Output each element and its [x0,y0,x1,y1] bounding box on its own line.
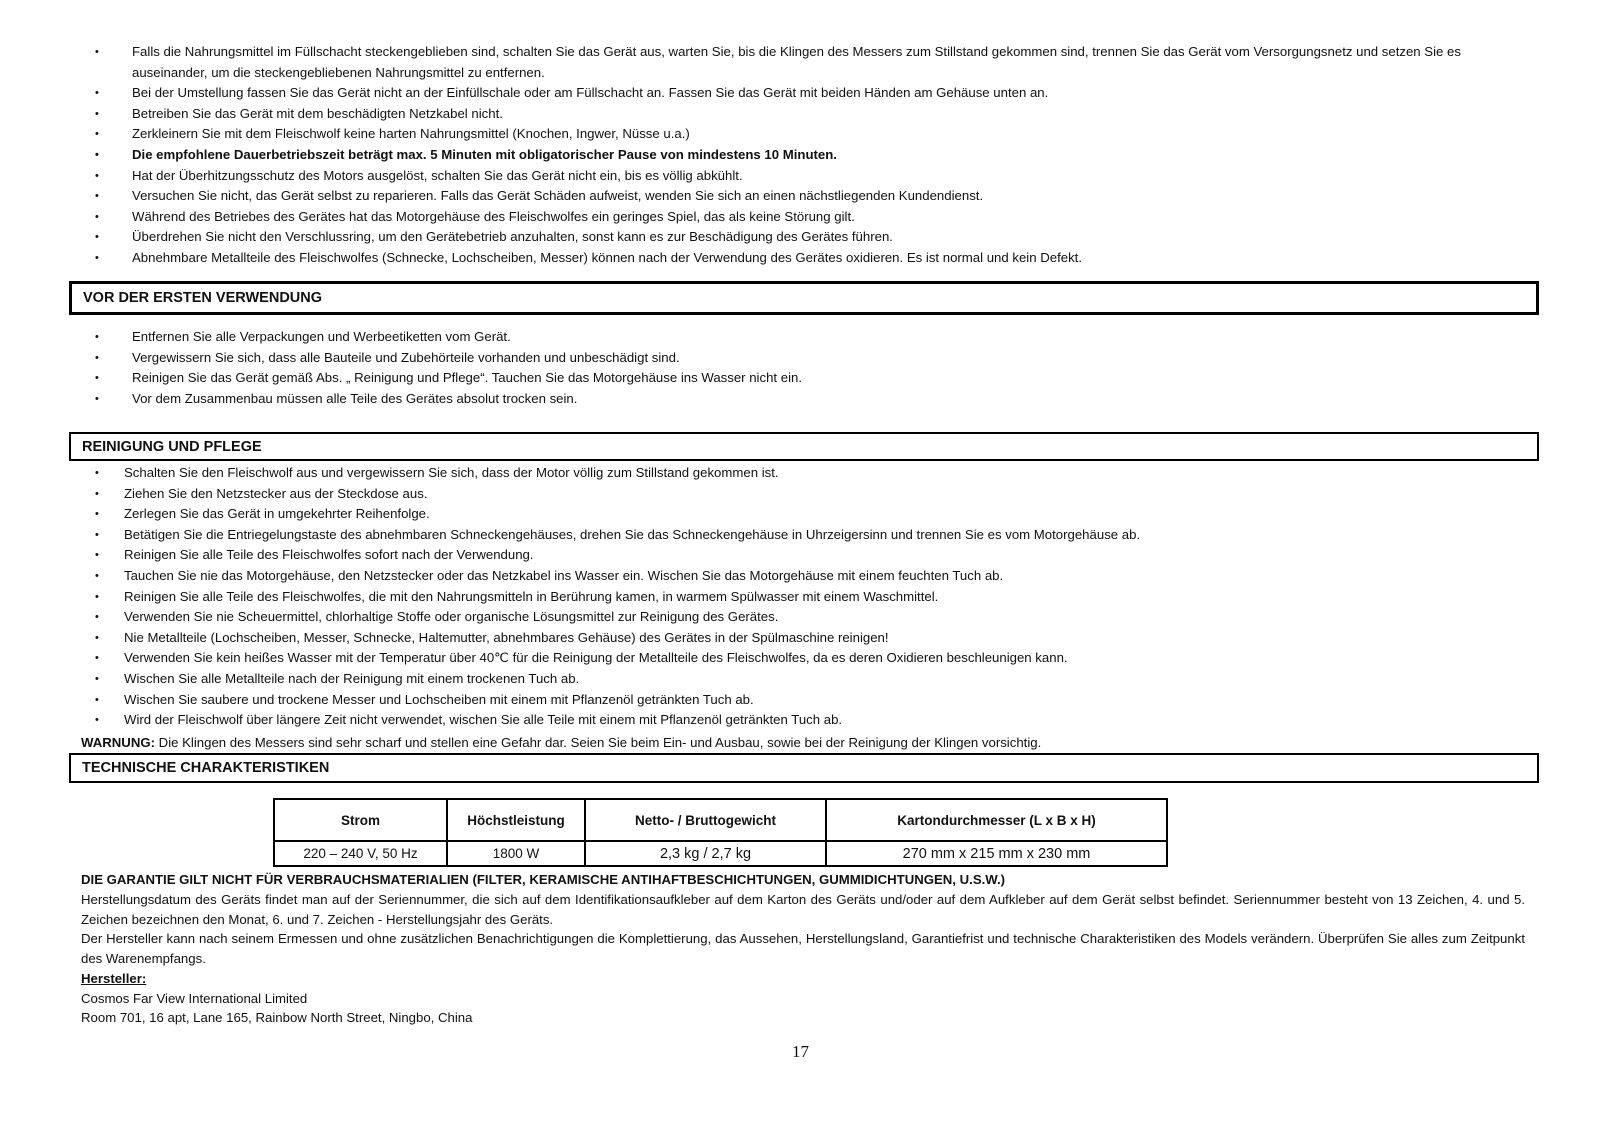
list-item-text: Betätigen Sie die Entriegelungstaste des abnehmbaren Schneckengehäuses, drehen Sie das Schneckengehäuse in Uhrzeigersinn und trennen Sie es vom Motorgehäuse ab. [124,526,1141,542]
list-item-text: Nie Metallteile (Lochscheiben, Messer, Schnecke, Haltemutter, abnehmbares Gehäuse) des Gerätes in der Spülmaschine reinigen! [124,629,889,645]
list-item-text: Betreiben Sie das Gerät mit dem beschädigten Netzkabel nicht. [132,105,503,121]
bullet-icon: • [95,169,99,182]
table-cell: 1800 W [447,841,585,866]
table-header-cell: Höchstleistung [447,799,585,841]
list-item-text: Verwenden Sie kein heißes Wasser mit der Temperatur über 40℃ für die Reinigung der Metallteile des Fleischwolfes, da es deren Oxidieren beschleunigen kann. [124,650,1068,666]
list-item-text: Wischen Sie alle Metallteile nach der Reinigung mit einem trockenen Tuch ab. [124,670,580,686]
list-item [80,566,1525,587]
bullet-icon: • [95,528,99,541]
bullet-icon: • [95,569,99,582]
section-title: REINIGUNG UND PFLEGE [82,438,262,455]
bullet-icon: • [95,210,99,223]
list-item-text: Überdrehen Sie nicht den Verschlussring, um den Gerätebetrieb anzuhalten, sonst kann es zur Beschädigung des Gerätes führen. [132,229,893,245]
table-header-row [274,799,1167,841]
bullet-icon: • [95,46,99,58]
bullet-icon: • [95,631,99,644]
table-header-cell: Strom [274,799,447,841]
bullet-icon: • [95,128,99,141]
list-item [80,607,1525,628]
list-item [80,124,1525,145]
table-header-cell: Kartondurchmesser (L x B x H) [826,799,1167,841]
table-cell: 2,3 kg / 2,7 kg [585,841,826,866]
list-item-text: Abnehmbare Metallteile des Fleischwolfes (Schnecke, Lochscheiben, Messer) können nach der Verwendung des Gerätes oxidieren. Es ist normal und kein Defekt. [132,249,1083,265]
bullet-icon: • [95,231,99,244]
list-item [80,227,1525,248]
list-item-text: Wird der Fleischwolf über längere Zeit nicht verwendet, wischen Sie alle Teile mit einem mit Pflanzenöl getränkten Tuch ab. [124,712,843,728]
bullet-icon: • [95,467,99,479]
warning-label: WARNUNG: [81,735,155,750]
list-item-text: Die empfohlene Dauerbetriebszeit beträgt max. 5 Minuten mit obligatorischer Pause von mindestens 10 Minuten. [132,146,837,162]
table-row [274,841,1167,866]
list-item [80,648,1525,669]
bullet-icon: • [95,672,99,685]
list-item [80,545,1525,566]
section-title: TECHNISCHE CHARAKTERISTIKEN [82,760,330,776]
list-item-text: Vergewissern Sie sich, dass alle Bauteile und Zubehörteile vorhanden und unbeschädigt sind. [132,349,680,365]
list-item [80,166,1525,187]
serial-number-info: Herstellungsdatum des Geräts findet man auf der Seriennummer, die sich auf dem Identifikationsaufkleber auf dem Karton des Geräts und/oder auf dem Aufkleber auf dem Gerät selbst befindet. Seriennummer besteht von 13 Zeichen, 4. und 5. Zeichen bezeichnen den Monat, 6. und 7. Zeichen - Herstellungsjahr des Geräts. [81,892,1525,927]
bullet-icon: • [95,693,99,706]
bullet-icon: • [95,487,99,500]
list-item-text: Tauchen Sie nie das Motorgehäuse, den Netzstecker oder das Netzkabel ins Wasser ein. Wischen Sie das Motorgehäuse mit einem feuchten Tuch ab. [124,567,1004,583]
page-number: 17 [792,1042,809,1061]
list-item [80,710,1525,731]
bullet-icon: • [95,714,99,727]
list-item [80,463,1525,484]
section-heading-cleaning [69,432,1539,461]
list-item [80,669,1525,690]
table-cell: 220 – 240 V, 50 Hz [274,841,447,866]
list-item-text: Verwenden Sie nie Scheuermittel, chlorhaltige Stoffe oder organische Lösungsmittel zur Reinigung des Gerätes. [124,609,779,625]
list-item [80,348,1525,369]
cleaning-list [80,463,1525,731]
list-item [80,42,1525,83]
list-item-text: Vor dem Zusammenbau müssen alle Teile des Gerätes absolut trocken sein. [132,390,578,406]
list-item-text: Versuchen Sie nicht, das Gerät selbst zu reparieren. Falls das Gerät Schäden aufweist, wenden Sie sich an einen nächstliegenden Kundendienst. [132,188,984,204]
manufacturer-label: Hersteller: [81,971,147,986]
list-item [80,628,1525,649]
list-item-text: Entfernen Sie alle Verpackungen und Werbeetiketten vom Gerät. [132,329,511,344]
bullet-icon: • [95,351,99,364]
table-header-cell: Netto- / Bruttogewicht [585,799,826,841]
list-item-text: Reinigen Sie alle Teile des Fleischwolfes sofort nach der Verwendung. [124,547,534,563]
bullet-icon: • [95,549,99,562]
list-item [80,327,1525,348]
list-item [80,690,1525,711]
list-item [80,504,1525,525]
list-item [80,525,1525,546]
guarantee-note: DIE GARANTIE GILT NICHT FÜR VERBRAUCHSMATERIALIEN (FILTER, KERAMISCHE ANTIHAFTBESCHICHTUNGEN, GUMMIDICHTUNGEN, U.S.W.) [81,872,1006,887]
manufacturer-block [81,969,1081,1028]
list-item [80,587,1525,608]
section-heading-first-use [69,281,1539,315]
list-item-text: Zerlegen Sie das Gerät in umgekehrter Reihenfolge. [124,506,430,522]
list-item-text: Bei der Umstellung fassen Sie das Gerät nicht an der Einfüllschale oder am Füllschacht an. Fassen Sie das Gerät mit beiden Händen am Gehäuse unten an. [132,85,1049,101]
tech-specs-table [273,798,1168,867]
list-item [80,248,1525,269]
bullet-icon: • [95,508,99,521]
first-use-list [80,327,1525,409]
bullet-icon: • [95,107,99,120]
warning-note [81,733,1541,753]
table-cell: 270 mm x 215 mm x 230 mm [826,841,1167,866]
bullet-icon: • [95,652,99,665]
manufacturer-name: Cosmos Far View International Limited [81,990,308,1006]
list-item [80,368,1525,389]
list-item [80,186,1525,207]
list-item-text: Ziehen Sie den Netzstecker aus der Steckdose aus. [124,485,428,501]
list-item [80,484,1525,505]
section-heading-tech [69,753,1539,783]
list-item [80,83,1525,104]
bullet-icon: • [95,148,99,161]
list-item [80,104,1525,125]
list-item-text: Wischen Sie saubere und trockene Messer und Lochscheiben mit einem mit Pflanzenöl getränkten Tuch ab. [124,691,754,707]
list-item-text: Reinigen Sie alle Teile des Fleischwolfes, die mit den Nahrungsmitteln in Berührung kamen, in warmem Spülwasser mit einem Waschmittel. [124,588,939,604]
bullet-icon: • [95,190,99,203]
bullet-icon: • [95,331,99,343]
list-item-text: Schalten Sie den Fleischwolf aus und vergewissern Sie sich, dass der Motor völlig zum Stillstand gekommen ist. [124,465,779,480]
warning-text: Die Klingen des Messers sind sehr scharf und stellen eine Gefahr dar. Seien Sie beim Ein- und Ausbau, sowie bei der Reinigung der Klingen vorsichtig. [155,735,1042,750]
manufacturer-address: Room 701, 16 apt, Lane 165, Rainbow North Street, Ningbo, China [81,1010,473,1025]
list-item-text: Falls die Nahrungsmittel im Füllschacht steckengeblieben sind, schalten Sie das Gerät aus, warten Sie, bis die Klingen des Messers zum Stillstand gekommen sind, trennen Sie das Gerät vom Versorgungsnetz und setzen Sie es auseinander, um die steckengebliebenen Nahrungsmittel zu entfernen. [132,44,1461,80]
list-item-text: Hat der Überhitzungsschutz des Motors ausgelöst, schalten Sie das Gerät nicht ein, bis es völlig abkühlt. [132,167,743,183]
list-item-text: Während des Betriebes des Gerätes hat das Motorgehäuse des Fleischwolfes ein geringes Spiel, das als keine Störung gilt. [132,208,855,224]
list-item [80,145,1525,166]
bullet-icon: • [95,392,99,405]
bullet-icon: • [95,372,99,385]
changes-disclaimer: Der Hersteller kann nach seinem Ermessen und ohne zusätzlichen Benachrichtigungen die Komplettierung, das Aussehen, Herstellungsland, Garantiefrist und technische Charakteristiken des Models verändern. Überprüfen Sie alles zum Zeitpunkt des Warenempfangs. [81,931,1525,966]
bullet-icon: • [95,611,99,624]
bullet-icon: • [95,590,99,603]
bullet-icon: • [95,87,99,100]
list-item [80,389,1525,410]
list-item-text: Zerkleinern Sie mit dem Fleischwolf keine harten Nahrungsmittel (Knochen, Ingwer, Nüsse u.a.) [132,126,690,142]
safety-list [80,42,1525,269]
list-item-text: Reinigen Sie das Gerät gemäß Abs. „ Reinigung und Pflege“. Tauchen Sie das Motorgehäuse ins Wasser nicht ein. [132,370,803,386]
bullet-icon: • [95,251,99,264]
list-item [80,207,1525,228]
section-title: VOR DER ERSTEN VERWENDUNG [83,290,323,306]
